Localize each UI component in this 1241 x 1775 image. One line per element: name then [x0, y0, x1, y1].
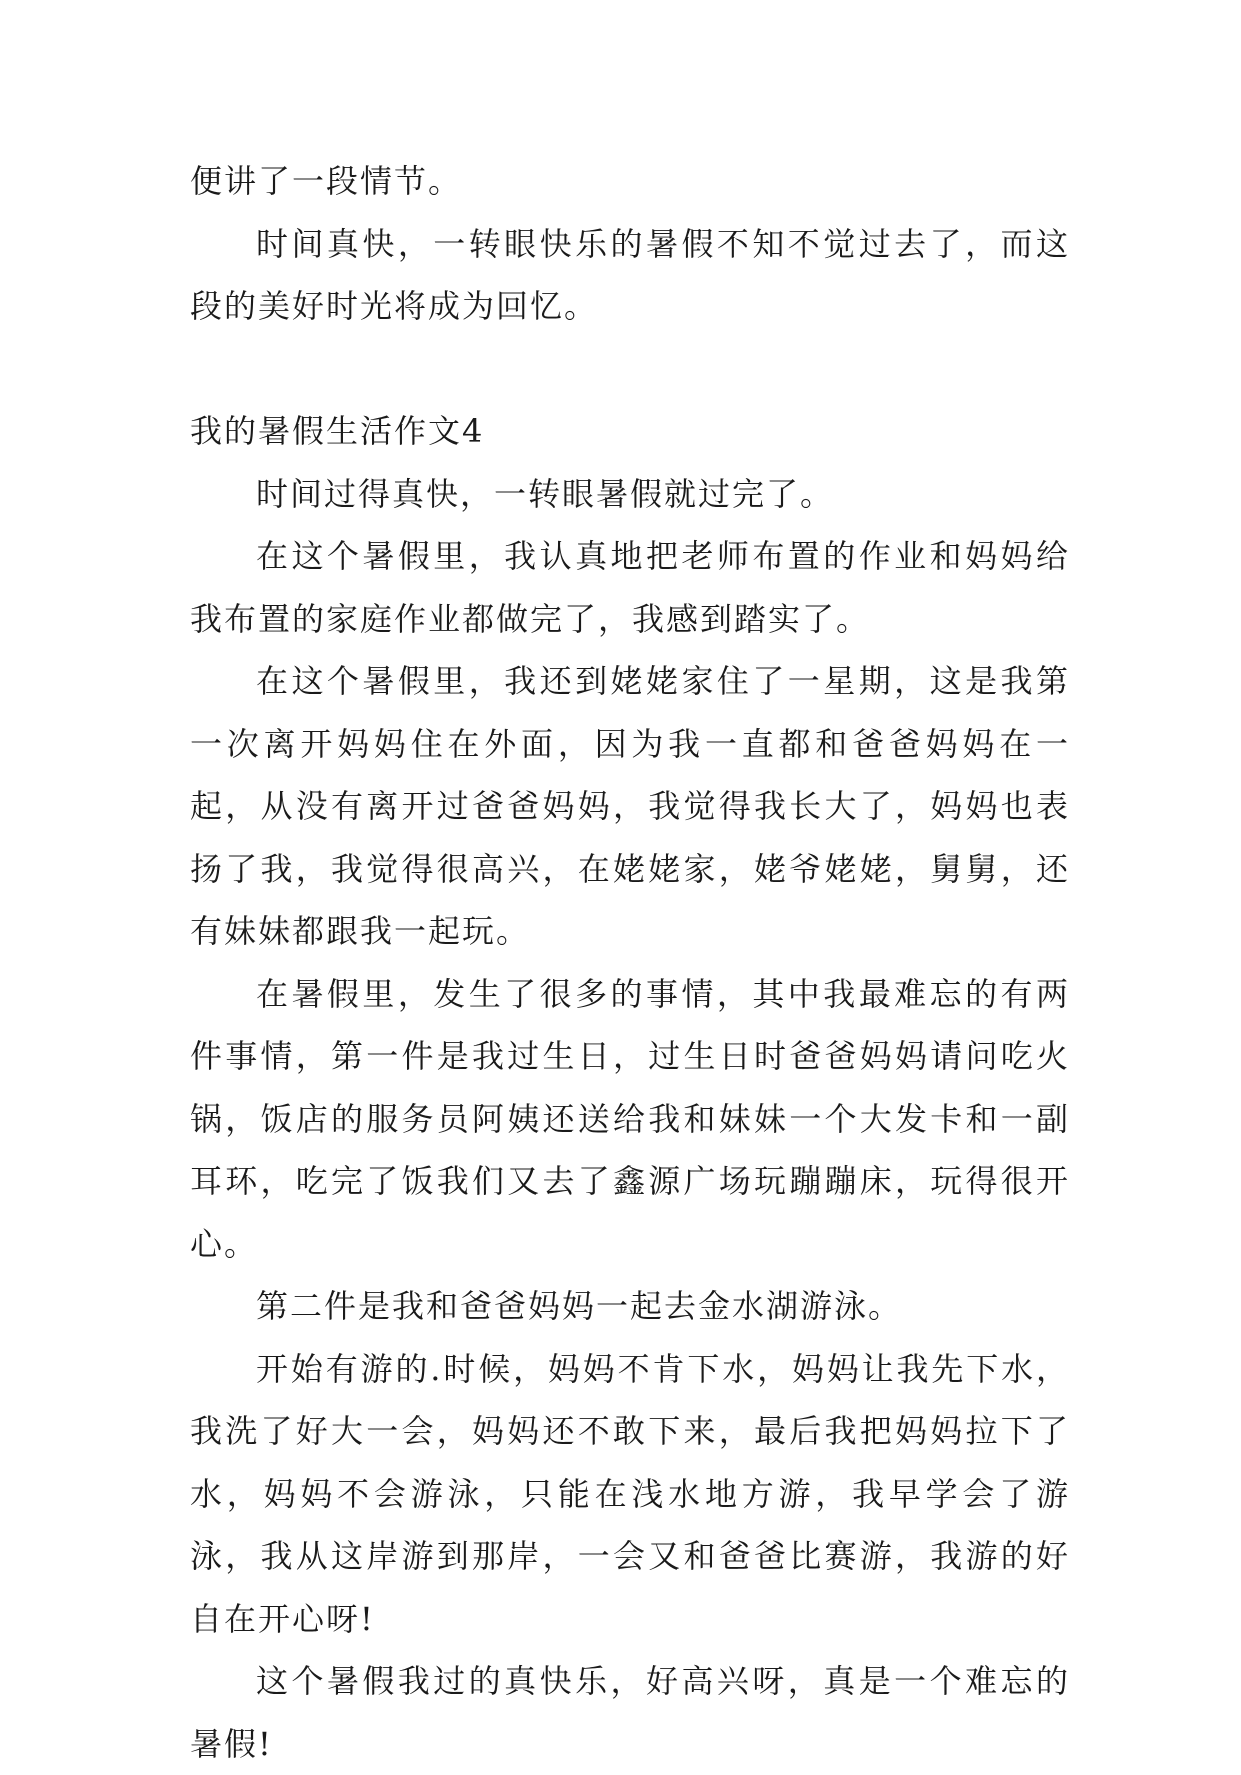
paragraph: 开始有游的.时候，妈妈不肯下水，妈妈让我先下水，我洗了好大一会，妈妈还不敢下来，最后我把妈妈拉下了水，妈妈不会游泳，只能在浅水地方游，我早学会了游泳，我从这岸游到那岸，一会又和爸爸比赛游，我游的好自在开心呀!	[190, 1349, 1070, 1638]
paragraph: 这个暑假我过的真快乐，好高兴呀，真是一个难忘的暑假!	[190, 1662, 1070, 1763]
paragraph: 时间真快，一转眼快乐的暑假不知不觉过去了，而这段的美好时光将成为回忆。	[190, 224, 1070, 325]
paragraph: 时间过得真快，一转眼暑假就过完了。	[256, 474, 835, 513]
paragraph: 在这个暑假里，我还到姥姥家住了一星期，这是我第一次离开妈妈住在外面，因为我一直都和爸爸妈妈在一起，从没有离开过爸爸妈妈，我觉得我长大了，妈妈也表扬了我，我觉得很高兴，在姥姥家，姥爷姥姥，舅舅，还有妹妹都跟我一起玩。	[190, 662, 1070, 950]
section-heading: 我的暑假生活作文4	[190, 412, 485, 450]
document-body	[190, 150, 1070, 1775]
paragraph: 第二件是我和爸爸妈妈一起去金水湖游泳。	[256, 1287, 903, 1325]
paragraph-continuation: 便讲了一段情节。	[190, 162, 463, 200]
paragraph: 在暑假里，发生了很多的事情，其中我最难忘的有两件事情，第一件是我过生日，过生日时爸爸妈妈请问吃火锅，饭店的服务员阿姨还送给我和妹妹一个大发卡和一副耳环，吃完了饭我们又去了鑫源广场玩蹦蹦床，玩得很开心。	[190, 974, 1070, 1263]
blank-line	[190, 338, 1070, 401]
paragraph: 在这个暑假里，我认真地把老师布置的作业和妈妈给我布置的家庭作业都做完了，我感到踏实了。	[190, 537, 1070, 638]
